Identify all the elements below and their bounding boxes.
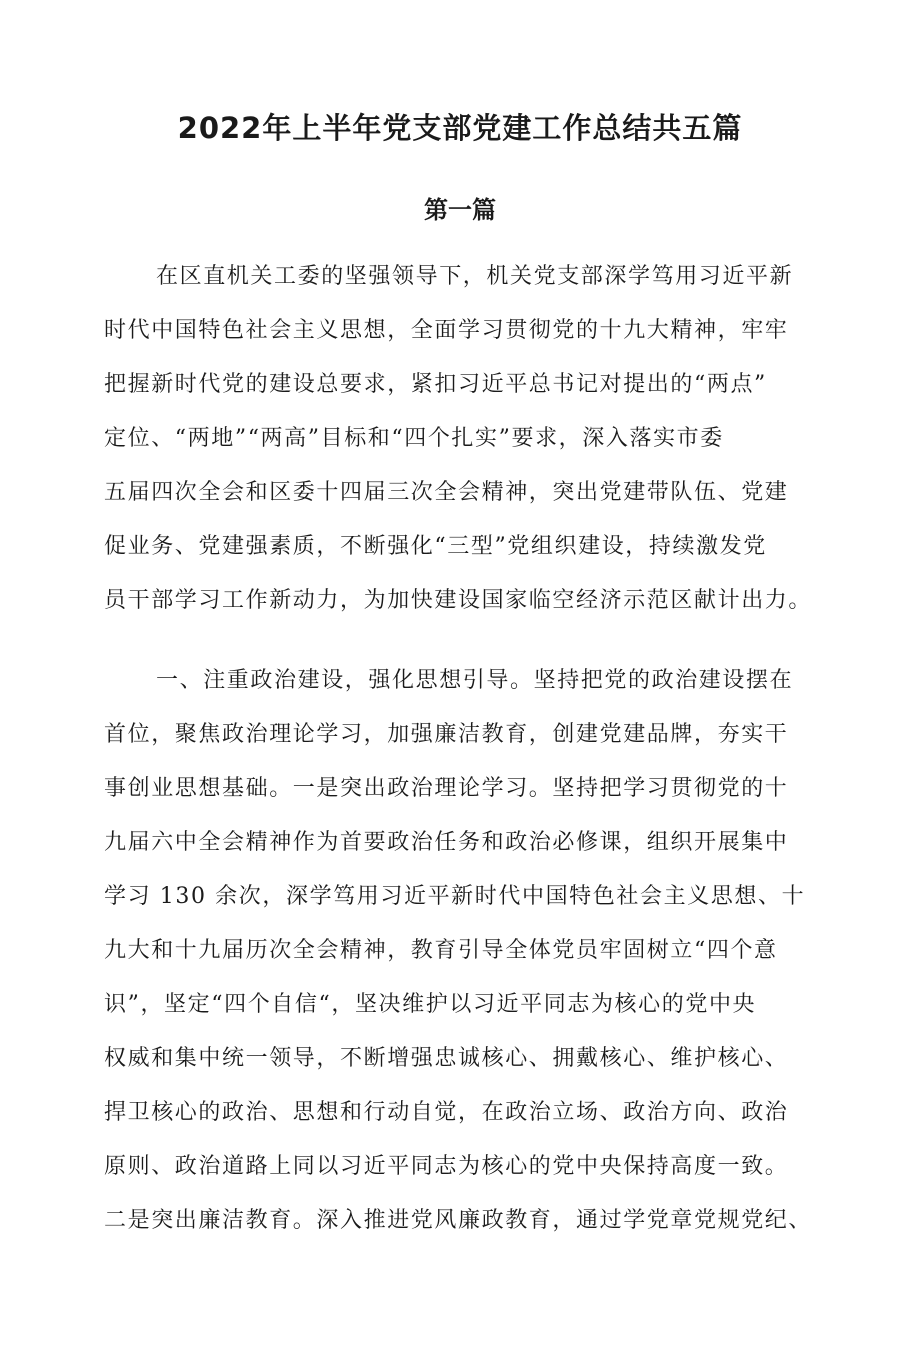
paragraph-line: 事创业思想基础。一是突出政治理论学习。坚持把学习贯彻党的十 <box>104 776 789 801</box>
section-heading: 第一篇 <box>424 196 496 224</box>
paragraph-line: 促业务、党建强素质，不断强化“三型”党组织建设，持续激发党 <box>104 534 767 559</box>
paragraph-line: 学习 130 余次，深学笃用习近平新时代中国特色社会主义思想、十 <box>104 884 806 909</box>
paragraph-line: 二是突出廉洁教育。深入推进党风廉政教育，通过学党章党规党纪、 <box>104 1208 813 1233</box>
paragraph-line: 时代中国特色社会主义思想，全面学习贯彻党的十九大精神，牢牢 <box>104 318 789 343</box>
paragraph-section-one <box>104 654 828 1248</box>
paragraph-line: 原则、政治道路上同以习近平同志为核心的党中央保持高度一致。 <box>104 1154 789 1179</box>
paragraph-line: 把握新时代党的建设总要求，紧扣习近平总书记对提出的“两点” <box>104 372 767 397</box>
paragraph-line: 定位、“两地”“两高”目标和“四个扎实”要求，深入落实市委 <box>104 426 724 451</box>
document-title: 2022年上半年党支部党建工作总结共五篇 <box>177 111 743 145</box>
paragraph-line: 捍卫核心的政治、思想和行动自觉，在政治立场、政治方向、政治 <box>104 1100 789 1125</box>
paragraph-line: 在区直机关工委的坚强领导下，机关党支部深学笃用习近平新 <box>156 264 794 289</box>
paragraph-intro <box>104 250 828 628</box>
paragraph-line: 九大和十九届历次全会精神，教育引导全体党员牢固树立“四个意 <box>104 938 778 963</box>
paragraph-line: 识”，坚定“四个自信“，坚决维护以习近平同志为核心的党中央 <box>104 992 757 1017</box>
paragraph-line: 员干部学习工作新动力，为加快建设国家临空经济示范区献计出力。 <box>104 588 813 613</box>
paragraph-line: 权威和集中统一领导，不断增强忠诚核心、拥戴核心、维护核心、 <box>104 1046 789 1071</box>
paragraph-line: 五届四次全会和区委十四届三次全会精神，突出党建带队伍、党建 <box>104 480 789 505</box>
paragraph-line: 一、注重政治建设，强化思想引导。坚持把党的政治建设摆在 <box>156 668 794 693</box>
paragraph-line: 首位，聚焦政治理论学习，加强廉洁教育，创建党建品牌，夯实干 <box>104 722 789 747</box>
paragraph-line: 九届六中全会精神作为首要政治任务和政治必修课，组织开展集中 <box>104 830 789 855</box>
